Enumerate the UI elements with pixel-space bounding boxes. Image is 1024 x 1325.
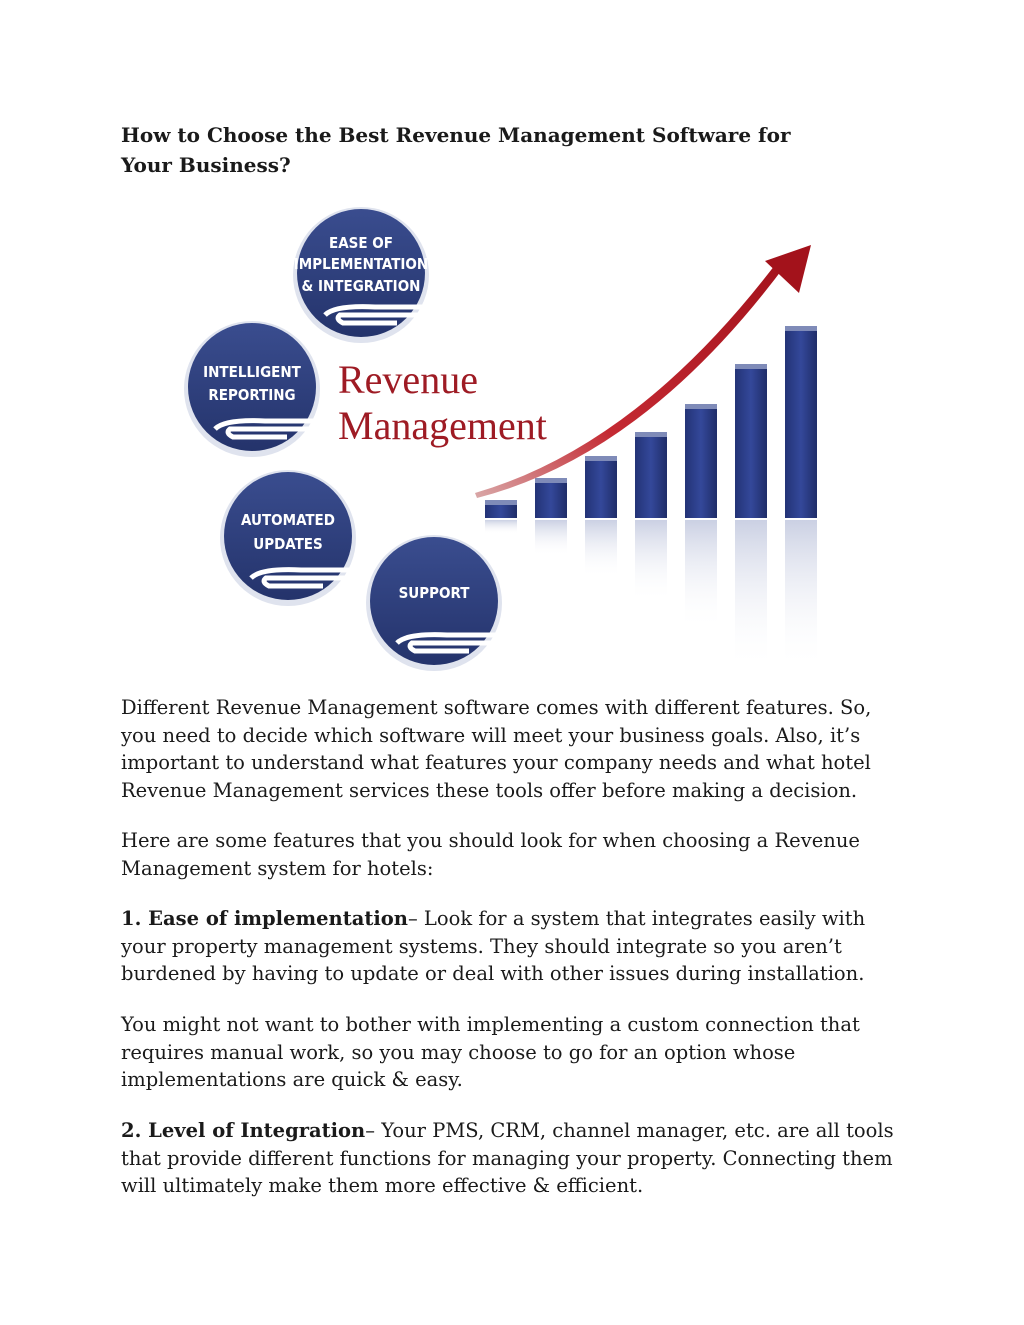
bar-3 [585, 460, 617, 518]
level-of-integration-paragraph [121, 1117, 911, 1200]
level-of-integration-heading: 2. Level of Integration [121, 1119, 366, 1142]
ease-of-implementation-text: – Look for a system that integrates easily with your property management systems. They should integrate so you aren’t burdened by having to update or deal with other issues during installation. [121, 907, 866, 985]
bar-reflection-6 [735, 520, 767, 670]
features-intro-paragraph: Here are some features that you should look for when choosing a Revenue Management system for hotels: [121, 829, 860, 880]
bar-reflection-2 [535, 520, 567, 556]
circle-automated-line-2: UPDATES [253, 535, 323, 553]
intro-paragraph: Different Revenue Management software comes with different features. So, you need to decide which software will meet your business goals. Also, it’s important to understand what features your company needs and what hotel Revenue Management services these tools offer before making a decision. [121, 696, 872, 802]
circle-support [366, 535, 502, 671]
bar-4 [635, 436, 667, 518]
bar-top-6 [735, 364, 767, 369]
bar-reflection-1 [485, 520, 517, 534]
circle-ease-line-1: EASE OF [329, 234, 393, 252]
bar-graphic [485, 326, 817, 670]
bar-reflection-7 [785, 520, 817, 670]
circle-ease-line-3: & INTEGRATION [301, 277, 421, 295]
circle-reporting-line-1: INTELLIGENT [203, 363, 301, 381]
circle-support-line-1: SUPPORT [398, 584, 470, 602]
figure-heading-revenue: Revenue [338, 357, 478, 402]
bar-1 [485, 504, 517, 518]
bar-reflection-5 [685, 520, 717, 630]
circle-ease-line-2: IMPLEMENTATION [293, 255, 429, 273]
custom-connection-paragraph: You might not want to bother with implementing a custom connection that requires manual work, so you may choose to go for an option whose implementations are quick & easy. [121, 1013, 860, 1091]
bar-2 [535, 482, 567, 518]
circle-automated-updates [220, 470, 356, 606]
bar-top-2 [535, 478, 567, 483]
bar-top-7 [785, 326, 817, 331]
revenue-management-illustration [175, 205, 825, 675]
bar-top-1 [485, 500, 517, 505]
bar-top-4 [635, 432, 667, 437]
circle-reporting-line-2: REPORTING [208, 386, 296, 404]
bar-reflection-3 [585, 520, 617, 578]
bar-reflection-4 [635, 520, 667, 602]
bar-6 [735, 368, 767, 518]
bar-5 [685, 408, 717, 518]
bar-7 [785, 330, 817, 518]
circle-ease-of-implementation [293, 207, 429, 343]
circle-automated-line-1: AUTOMATED [241, 511, 335, 529]
ease-of-implementation-heading: 1. Ease of implementation [121, 907, 408, 930]
page-title: How to Choose the Best Revenue Management Software for Your Business? [121, 123, 791, 177]
bar-top-3 [585, 456, 617, 461]
level-of-integration-text: – Your PMS, CRM, channel manager, etc. are all tools that provide different functions for managing your property. Connecting them will ultimately make them more effective & efficient. [121, 1119, 894, 1197]
ease-of-implementation-paragraph [121, 905, 911, 988]
circle-intelligent-reporting [184, 321, 320, 457]
figure-heading-management: Management [338, 403, 547, 448]
bar-top-5 [685, 404, 717, 409]
